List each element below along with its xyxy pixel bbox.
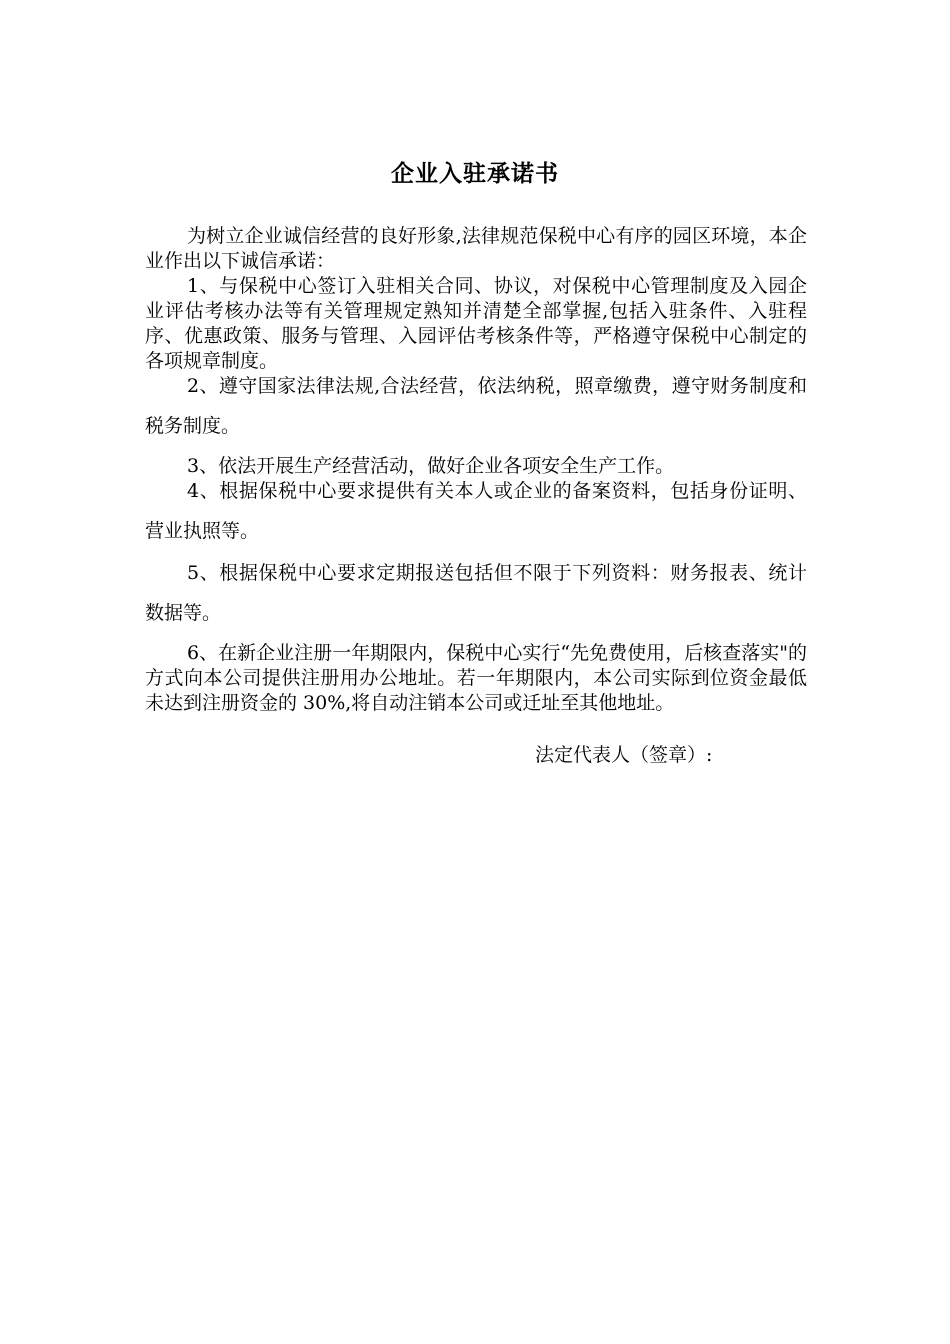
commitment-item-6: 6、在新企业注册一年期限内，保税中心实行“先免费使用，后核查落实"的方式向本公司提供注册用办公地址。若一年期限内，本公司实际到位资金最低未达到注册资金的 30%,将自动注销本公司或迁址至其他地址。 — [145, 642, 807, 714]
document-title: 企业入驻承诺书 — [391, 161, 559, 187]
commitment-item-5: 5、根据保税中心要求定期报送包括但不限于下列资料：财务报表、统计数据等。 — [145, 562, 807, 624]
document-body — [145, 224, 807, 716]
intro-paragraph: 为树立企业诚信经营的良好形象,法律规范保税中心有序的园区环境，本企业作出以下诚信承诺： — [145, 225, 807, 272]
commitment-item-1: 1、与保税中心签订入驻相关合同、协议，对保税中心管理制度及入园企业评估考核办法等有关管理规定熟知并清楚全部掌握,包括入驻条件、入驻程序、优惠政策、服务与管理、入园评估考核条件等，严格遵守保税中心制定的各项规章制度。 — [145, 275, 807, 372]
commitment-item-3: 3、依法开展生产经营活动，做好企业各项安全生产工作。 — [187, 455, 675, 477]
legal-representative-signature: 法定代表人（签章）: — [535, 744, 713, 766]
commitment-item-4: 4、根据保税中心要求提供有关本人或企业的备案资料，包括身份证明、营业执照等。 — [145, 480, 807, 542]
commitment-item-2: 2、遵守国家法律法规,合法经营，依法纳税，照章缴费，遵守财务制度和税务制度。 — [145, 375, 807, 437]
